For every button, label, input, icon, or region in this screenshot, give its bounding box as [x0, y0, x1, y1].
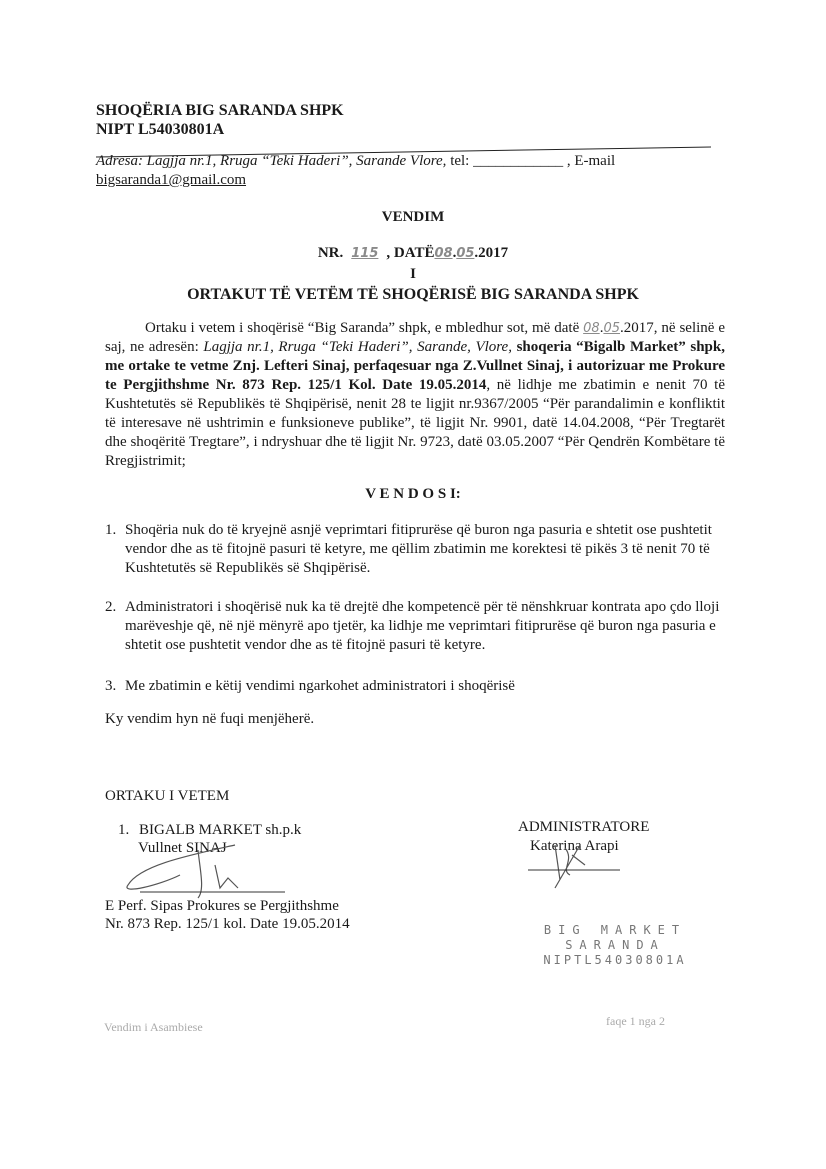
company-name: SHOQËRIA BIG SARANDA SHPK: [96, 102, 344, 119]
vendosi-heading: V E N D O S I:: [365, 486, 461, 502]
item-number: 2.: [105, 599, 117, 615]
signatory-number: 1.: [118, 822, 130, 838]
preamble-paragraph: Ortaku i vetem i shoqërisë “Big Saranda” shpk, e mbledhur sot, më datë 08.05.2017, në selinë e saj, ne adresën: Lagjja nr.1, Rruga “Teki Haderi”, Sarande, Vlore, shoqeria “Bigalb Market” shpk, me ortake te vetme Znj. Lefteri Sinaj, perfaqesuar nga Z.Vullnet Sinaj, i autorizuar me Prokure te Pergjithshme Nr. 873 Rep. 125/1 Kol. Date 19.05.2014, në lidhje me zbatimin e nenit 70 të Kushtetutës së Republikës të Shqipërisë, nenit 28 te ligjit nr.9367/2005 “Për parandalimin e konfliktit të interesave në ushtrimin e funksioneve publike”, të ligjit Nr. 9901, datë 14.04.2008, “Për Tregtarët dhe shoqëritë Tregtare”, i ndryshuar dhe të ligjit Nr. 9723, datë 03.05.2007 “Për Qendrën Kombëtare të Rregjistrimit;: [105, 320, 725, 469]
item-text: Me zbatimin e këtij vendimi ngarkohet administratori i shoqërisë: [125, 678, 515, 694]
proxy-note: [105, 897, 350, 933]
page-number: faqe 1 nga 2: [606, 1014, 665, 1028]
admin-signature: [520, 840, 640, 890]
tel-label: tel:: [446, 153, 474, 169]
nr-label: NR.: [317, 245, 344, 261]
ortaku-signature: [120, 840, 290, 900]
admin-name: Katerina Arapi: [530, 838, 619, 854]
item-text: Administratori i shoqërisë nuk ka të drejtë dhe kompetencë për të nënshkruar kontrata apo çdo lloji marëveshje që, në një mënyrë apo tjetër, ka lidhje me veprimtari fitiprurëse që buron nga pasuria e shtetit ose pushtetit vendor dhe as të fitojnë pasuri të ketyre.: [125, 599, 720, 653]
title-i: I: [410, 266, 416, 282]
admin-heading: ADMINISTRATORE: [518, 819, 650, 835]
footer-left: Vendim i Asambiese: [104, 1020, 203, 1034]
decision-item: [105, 598, 725, 655]
item-number: 1.: [105, 522, 117, 538]
signatory-name: Vullnet SINAJ: [138, 840, 227, 856]
company-stamp: [505, 923, 725, 968]
date-month: 05: [456, 246, 475, 261]
address-text: Adresa: Lagjja nr.1, Rruga “Teki Haderi”, Sarande Vlore,: [96, 153, 447, 169]
company-nipt: NIPT L54030801A: [96, 121, 225, 138]
stamp-line: SARANDA: [565, 938, 665, 952]
tel-blank: ____________: [473, 153, 564, 169]
document-subtitle: ORTAKUT TË VETËM TË SHOQËRISË BIG SARANDA SHPK: [187, 286, 639, 303]
email-link[interactable]: bigsaranda1@gmail.com: [96, 172, 247, 188]
closing-statement: Ky vendim hyn në fuqi menjëherë.: [105, 711, 315, 727]
ortaku-heading: ORTAKU I VETEM: [105, 788, 230, 804]
proxy-line: Nr. 873 Rep. 125/1 kol. Date 19.05.2014: [105, 916, 350, 932]
preamble-text: Ortaku i vetem i shoqërisë “Big Saranda” shpk, e mbledhur sot, më datë: [145, 320, 584, 336]
date-day: 08: [434, 246, 453, 261]
document-title: VENDIM: [381, 209, 445, 225]
preamble-text: .2017, në selinë e saj, ne adresën:: [105, 320, 725, 355]
decision-item: [105, 677, 725, 696]
signatory-company: BIGALB MARKET sh.p.k: [139, 822, 302, 838]
email-label: , E-mail: [563, 153, 616, 169]
preamble-bold: shoqeria “Bigalb Market” shpk, me ortake te vetme Znj. Lefteri Sinaj, perfaqesuar nga Z.Vullnet Sinaj, i autorizuar me Prokure te Pergjithshme Nr. 873 Rep. 125/1 Kol. Date 19.05.2014: [105, 339, 725, 393]
nr-value: 115: [351, 246, 379, 261]
date-label: , DATË: [386, 245, 435, 261]
date-year: .2017: [474, 245, 509, 261]
decision-number-date: NR. 115 , DATË08.05.2017: [317, 245, 509, 261]
decision-item: [105, 521, 725, 578]
address-block: [96, 152, 615, 190]
item-number: 3.: [105, 678, 117, 694]
proxy-line: E Perf. Sipas Prokures se Pergjithshme: [105, 898, 339, 914]
preamble-text: , në lidhje me zbatimin e nenit 70 të Kushtetutës së Republikës të Shqipërisë, nenit 28 te ligjit nr.9367/2005 “Për parandalimin e konfliktit të interesave në ushtrimin e funksioneve publike”, të ligjit Nr. 9901, datë 14.04.2008, “Për Tregtarët dhe shoqëritë Tregtare”, i ndryshuar dhe të ligjit Nr. 9723, datë 03.05.2007 “Për Qendrën Kombëtare të Rregjistrimit;: [105, 377, 725, 469]
item-text: Shoqëria nuk do të kryejnë asnjë veprimtari fitiprurëse që buron nga pasuria e shtetit ose pushtetit vendor dhe as të fitojnë pasuri të ketyre, me qëllim zbatimin me korektesi të pikës 3 të nenit 70 të Kushtetutës së Republikës së Shqipërisë.: [125, 522, 712, 576]
document-header: [96, 101, 344, 139]
preamble-day: 08: [583, 321, 600, 336]
stamp-line: NIPTL54030801A: [543, 953, 687, 967]
stamp-line: BIG MARKET: [543, 923, 687, 937]
preamble-address: Lagjja nr.1, Rruga “Teki Haderi”, Sarande, Vlore,: [203, 339, 512, 355]
preamble-month: 05: [603, 321, 620, 336]
